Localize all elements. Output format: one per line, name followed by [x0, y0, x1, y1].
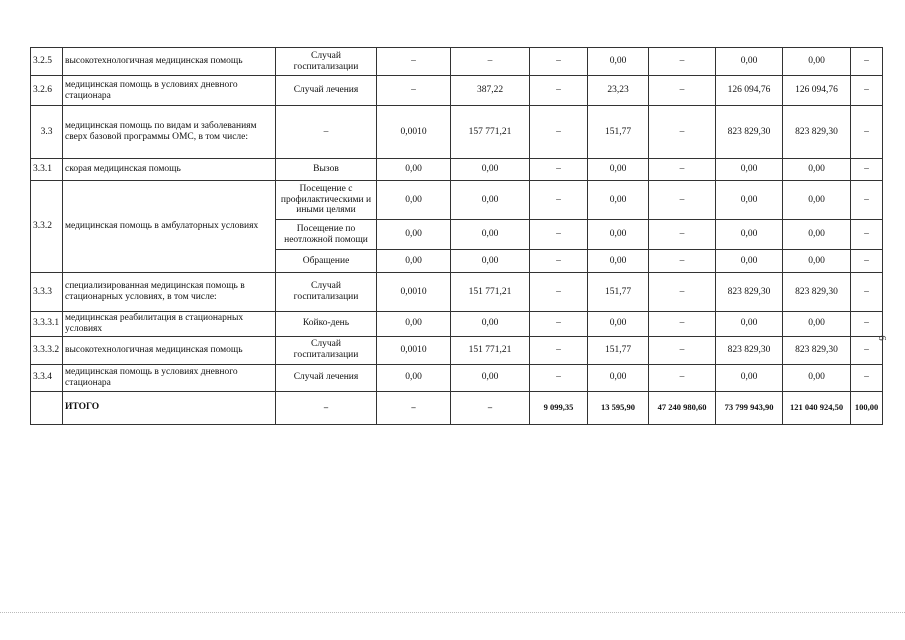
cell-value: – [451, 48, 530, 76]
cell-value: 0,0010 [377, 273, 451, 312]
cell-value: 151,77 [588, 336, 649, 364]
cell-value: – [649, 312, 716, 337]
cell-value: 823 829,30 [716, 106, 783, 159]
cost-table [30, 47, 883, 425]
cell-value: – [530, 159, 588, 181]
row-name: скорая медицинская помощь [63, 159, 276, 181]
cell-value: – [530, 220, 588, 250]
cell-value: 0,00 [451, 181, 530, 220]
row-name: медицинская реабилитация в стационарных условиях [63, 312, 276, 337]
row-number [31, 391, 63, 424]
cell-value: – [851, 312, 883, 337]
row-name: высокотехнологичная медицинская помощь [63, 48, 276, 76]
table-row [31, 159, 883, 181]
row-unit: Койко-день [276, 312, 377, 337]
row-unit: Посещение по неотложной помощи [276, 220, 377, 250]
cell-value: 0,00 [716, 181, 783, 220]
cell-value: 100,00 [851, 391, 883, 424]
cell-value: 823 829,30 [783, 336, 851, 364]
cell-value: 0,00 [716, 48, 783, 76]
cell-value: – [851, 364, 883, 391]
cell-value: 121 040 924,50 [783, 391, 851, 424]
cell-value: 0,00 [783, 181, 851, 220]
scan-border [0, 612, 905, 613]
row-unit: Случай госпитализации [276, 273, 377, 312]
table-row [31, 336, 883, 364]
cell-value: – [649, 48, 716, 76]
cell-value: 73 799 943,90 [716, 391, 783, 424]
cell-value: 126 094,76 [716, 76, 783, 106]
page-number: 6 [875, 335, 888, 341]
cell-value: 823 829,30 [716, 336, 783, 364]
table-row [31, 364, 883, 391]
row-number: 3.3.3.1 [31, 312, 63, 337]
cell-value: – [530, 48, 588, 76]
cell-value: – [649, 250, 716, 273]
cell-value: 0,00 [716, 250, 783, 273]
row-unit: – [276, 391, 377, 424]
cell-value: – [377, 48, 451, 76]
cell-value: – [851, 159, 883, 181]
cell-value: 0,00 [377, 364, 451, 391]
cell-value: 0,00 [783, 48, 851, 76]
cell-value: 0,00 [451, 220, 530, 250]
cell-value: – [530, 106, 588, 159]
cell-value: 0,00 [783, 159, 851, 181]
cell-value: 0,00 [783, 220, 851, 250]
cell-value: 823 829,30 [783, 106, 851, 159]
cell-value: – [649, 364, 716, 391]
cell-value: – [649, 159, 716, 181]
cell-value: – [851, 336, 883, 364]
cell-value: 0,00 [377, 159, 451, 181]
row-unit: Случай лечения [276, 76, 377, 106]
cell-value: – [530, 312, 588, 337]
cell-value: – [649, 336, 716, 364]
row-number: 3.3.3 [31, 273, 63, 312]
cell-value: 151 771,21 [451, 336, 530, 364]
cell-value: – [530, 336, 588, 364]
row-unit: – [276, 106, 377, 159]
cell-value: 0,00 [451, 312, 530, 337]
cell-value: – [649, 273, 716, 312]
cell-value: 9 099,35 [530, 391, 588, 424]
cell-value: 126 094,76 [783, 76, 851, 106]
row-number: 3.3.1 [31, 159, 63, 181]
cell-value: 0,00 [588, 364, 649, 391]
cell-value: – [451, 391, 530, 424]
row-name: специализированная медицинская помощь в стационарных условиях, в том числе: [63, 273, 276, 312]
cell-value: 0,00 [377, 250, 451, 273]
row-number: 3.3.4 [31, 364, 63, 391]
row-unit: Случай госпитализации [276, 48, 377, 76]
row-number: 3.2.5 [31, 48, 63, 76]
cell-value: 0,0010 [377, 106, 451, 159]
cell-value: – [851, 106, 883, 159]
cell-value: 0,00 [783, 250, 851, 273]
row-name: высокотехнологичная медицинская помощь [63, 336, 276, 364]
cell-value: 0,00 [588, 48, 649, 76]
table-row [31, 312, 883, 337]
row-number: 3.2.6 [31, 76, 63, 106]
cell-value: 0,00 [588, 159, 649, 181]
cell-value: 0,0010 [377, 336, 451, 364]
row-number: 3.3 [31, 106, 63, 159]
table-row [31, 76, 883, 106]
table-row [31, 48, 883, 76]
cell-value: – [649, 76, 716, 106]
row-name: медицинская помощь по видам и заболеваниям сверх базовой программы ОМС, в том числе: [63, 106, 276, 159]
cell-value: – [530, 76, 588, 106]
cell-value: 387,22 [451, 76, 530, 106]
row-number: 3.3.3.2 [31, 336, 63, 364]
row-unit: Случай госпитализации [276, 336, 377, 364]
cell-value: 0,00 [588, 181, 649, 220]
cell-value: 0,00 [783, 364, 851, 391]
cell-value: – [530, 181, 588, 220]
cell-value: 47 240 980,60 [649, 391, 716, 424]
table-row [31, 106, 883, 159]
table-row [31, 181, 883, 220]
cell-value: – [530, 273, 588, 312]
row-name: медицинская помощь в условиях дневного стационара [63, 76, 276, 106]
cell-value: – [377, 76, 451, 106]
cell-value: – [649, 181, 716, 220]
cell-value: – [851, 250, 883, 273]
total-row [31, 391, 883, 424]
cell-value: 0,00 [716, 159, 783, 181]
cell-value: 823 829,30 [716, 273, 783, 312]
cell-value: 0,00 [588, 312, 649, 337]
row-name: медицинская помощь в условиях дневного стационара [63, 364, 276, 391]
cell-value: 0,00 [377, 312, 451, 337]
row-unit: Посещение с профилактическими и иными целями [276, 181, 377, 220]
cell-value: – [851, 220, 883, 250]
table-row [31, 273, 883, 312]
cell-value: – [851, 273, 883, 312]
row-unit: Обращение [276, 250, 377, 273]
row-unit: Вызов [276, 159, 377, 181]
cell-value: 0,00 [783, 312, 851, 337]
cell-value: 0,00 [377, 181, 451, 220]
cell-value: 0,00 [716, 312, 783, 337]
cell-value: – [851, 181, 883, 220]
cell-value: 151,77 [588, 106, 649, 159]
cell-value: 0,00 [451, 159, 530, 181]
cell-value: 0,00 [716, 220, 783, 250]
cell-value: 0,00 [588, 250, 649, 273]
cell-value: 157 771,21 [451, 106, 530, 159]
cell-value: 0,00 [716, 364, 783, 391]
cell-value: – [530, 250, 588, 273]
cell-value: 823 829,30 [783, 273, 851, 312]
cell-value: 13 595,90 [588, 391, 649, 424]
cell-value: 0,00 [451, 364, 530, 391]
total-label: ИТОГО [63, 391, 276, 424]
cell-value: 0,00 [377, 220, 451, 250]
cell-value: 151 771,21 [451, 273, 530, 312]
cell-value: – [649, 106, 716, 159]
row-unit: Случай лечения [276, 364, 377, 391]
cell-value: – [851, 76, 883, 106]
cell-value: – [649, 220, 716, 250]
row-name: медицинская помощь в амбулаторных условиях [63, 181, 276, 273]
cell-value: – [377, 391, 451, 424]
cell-value: – [851, 48, 883, 76]
cell-value: 0,00 [451, 250, 530, 273]
cell-value: 151,77 [588, 273, 649, 312]
cell-value: – [530, 364, 588, 391]
cell-value: 23,23 [588, 76, 649, 106]
cell-value: 0,00 [588, 220, 649, 250]
row-number: 3.3.2 [31, 181, 63, 273]
